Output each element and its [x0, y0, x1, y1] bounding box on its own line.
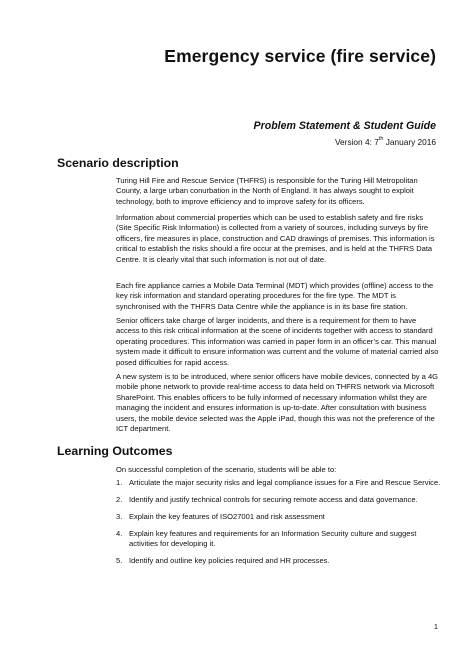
- learning-outcomes-list: [116, 478, 442, 573]
- list-item-text: Articulate the major security risks and legal compliance issues for a Fire and Rescue Service.: [129, 478, 441, 487]
- scenario-paragraph: Information about commercial properties which can be used to establish safety and fire risks (Site Specific Risk Information) is collected from a variety of sources, including surveys by fire officers, fire measures in place, construction and CAD drawings of premises. This information is critical to establish the risks should a fire occur at the premises, and is held at the THFRS Data Centre. It is clearly vital that such information is not out of date.: [116, 213, 435, 264]
- list-item-text: Identify and outline key policies required and HR processes.: [129, 556, 330, 566]
- list-item: [116, 478, 442, 488]
- list-item-number: 2.: [116, 494, 123, 504]
- list-item-text: Identify and justify technical controls for securing remote access and data governance.: [129, 494, 418, 504]
- version-suffix: January 2016: [383, 137, 436, 147]
- list-item-number: 4.: [116, 528, 123, 538]
- list-item: [116, 529, 442, 550]
- list-item: [116, 512, 442, 522]
- list-item-number: 1.: [116, 478, 123, 487]
- scenario-paragraph: A new system is to be introduced, where senior officers have mobile devices, connected by a 4G mobile phone network to provide real-time access to data held on THFRS network via Microsoft SharePoint. This enables officers to be fully informed of necessary information whilst they are managing the incident and ensures information is up-to-date. After consultation with business users, the mobile device selected was the Apple iPad, though this was not the preference of the ICT department.: [116, 372, 439, 434]
- list-item-text: Explain key features and requirements for an Information Security culture and suggest activities for developing it.: [129, 528, 417, 549]
- document-title: Emergency service (fire service): [164, 46, 436, 66]
- list-item: [116, 556, 442, 566]
- scenario-paragraph: Turing Hill Fire and Rescue Service (THFRS) is responsible for the Turing Hill Metropolitan County, a large urban conurbation in the North of England. It has always sought to exploit technology, both to improve efficiency and to improve safety for its officers.: [116, 176, 418, 206]
- scenario-paragraph: Senior officers take charge of larger incidents, and there is a requirement for them to have access to this risk critical information at the scene of incidents together with access to standard operating procedures. This information was carried in paper form in an officer’s car. This manual system made it difficult to ensure information was current and the volume of material carried also posed difficulties for rapid access.: [116, 316, 439, 367]
- learning-outcomes-intro: On successful completion of the scenario, students will be able to:: [116, 465, 337, 474]
- list-item: [116, 495, 442, 505]
- scenario-paragraph: Each fire appliance carries a Mobile Data Terminal (MDT) which provides (offline) access to the key risk information and standard operating procedures for the fire type. The MDT is synchronised with the THFRS Data Centre while the appliance is in its base fire station.: [116, 281, 434, 311]
- version-prefix: Version 4: 7: [334, 137, 379, 147]
- document-subtitle: Problem Statement & Student Guide: [253, 120, 436, 132]
- learning-outcomes-heading: Learning Outcomes: [57, 444, 173, 458]
- list-item-text: Explain the key features of ISO27001 and risk assessment: [129, 511, 325, 521]
- version-line: [335, 137, 436, 147]
- list-item-number: 5.: [116, 556, 123, 566]
- page-number: 1: [433, 622, 438, 631]
- list-item-number: 3.: [116, 511, 123, 521]
- scenario-heading: Scenario description: [57, 156, 179, 170]
- version-ordinal: th: [378, 136, 384, 142]
